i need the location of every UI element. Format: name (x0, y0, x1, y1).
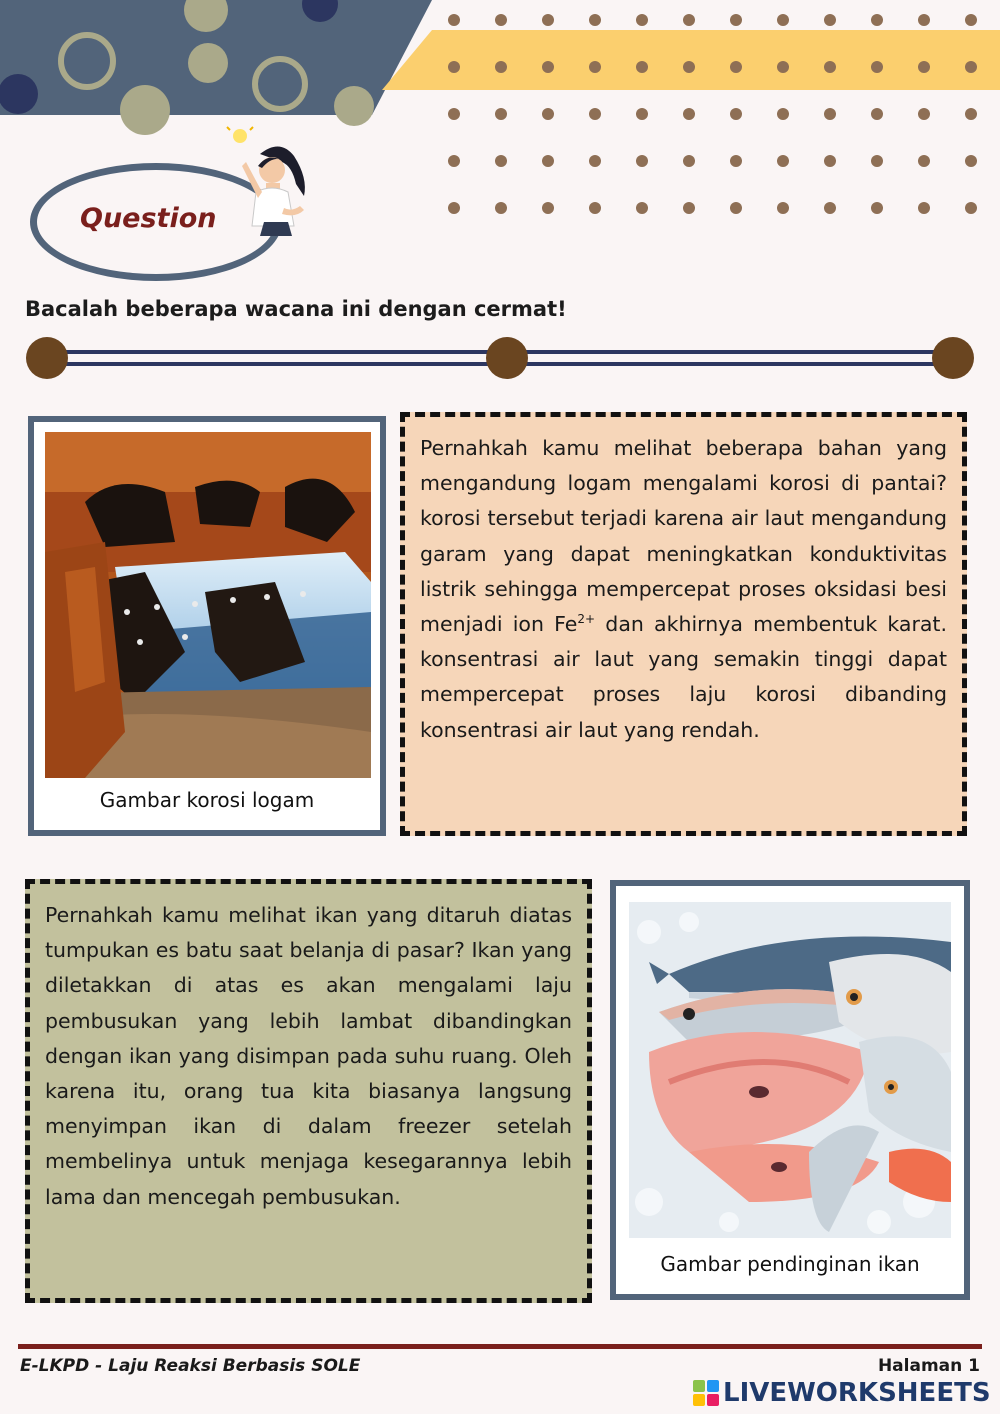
decor-dot (965, 14, 977, 26)
footer-title: E-LKPD - Laju Reaksi Berbasis SOLE (20, 1356, 361, 1376)
decor-dot (918, 202, 930, 214)
decor-dot (918, 14, 930, 26)
decor-dot (542, 202, 554, 214)
decor-dot (589, 155, 601, 167)
decor-dot (542, 61, 554, 73)
decor-dot (824, 14, 836, 26)
decor-dot (448, 61, 460, 73)
instruction-text: Bacalah beberapa wacana ini dengan cermat! (25, 297, 567, 321)
decor-dot (730, 14, 742, 26)
decor-dot (777, 108, 789, 120)
decor-dot (589, 14, 601, 26)
question-label: Question (80, 203, 217, 234)
decor-dot (777, 155, 789, 167)
decor-dot (683, 61, 695, 73)
decor-dot (542, 14, 554, 26)
decor-dot (636, 155, 648, 167)
fish-photo-card (610, 880, 970, 1300)
girl-idea-icon (222, 126, 312, 236)
decor-dot (448, 108, 460, 120)
decor-dot (871, 108, 883, 120)
decor-dot (683, 202, 695, 214)
decor-dot (495, 155, 507, 167)
decor-dot (824, 61, 836, 73)
decor-dot (871, 14, 883, 26)
liveworksheets-logo-icon (693, 1380, 719, 1406)
decor-dot (730, 61, 742, 73)
fish-paragraph: Pernahkah kamu melihat ikan yang ditaruh diatas tumpukan es batu saat belanja di pasar? Ikan yang diletakkan di atas es akan mengalami laju pembusukan yang lebih lambat dibandingkan dengan ikan yang disimpan pada suhu ruang. Oleh karena itu, orang tua kita biasanya langsung menyimpan ikan di dalam freezer setelah membelinya untuk menjaga kesegarannya lebih lama dan mencegah pembusukan. (45, 903, 572, 1209)
decor-dot (777, 202, 789, 214)
decor-dot (495, 108, 507, 120)
decor-dot (871, 202, 883, 214)
decor-dot (965, 61, 977, 73)
decor-dot (871, 61, 883, 73)
corrosion-caption: Gambar korosi logam (99, 788, 315, 812)
decor-dot (683, 108, 695, 120)
decor-dot (965, 202, 977, 214)
fish-on-ice-photo-icon (629, 902, 951, 1238)
decor-dot (777, 14, 789, 26)
decor-dot (918, 108, 930, 120)
decor-dot (777, 61, 789, 73)
decor-dot (542, 108, 554, 120)
decor-dot (448, 155, 460, 167)
decor-dot (448, 14, 460, 26)
decor-dot (636, 61, 648, 73)
decor-dot (871, 155, 883, 167)
section-divider (25, 336, 975, 380)
decor-dot (636, 202, 648, 214)
decor-dot (965, 108, 977, 120)
decor-dot (730, 155, 742, 167)
page-number: Halaman 1 (877, 1356, 980, 1376)
fish-caption: Gambar pendinginan ikan (660, 1252, 920, 1276)
decor-dot (918, 61, 930, 73)
decor-dot (495, 14, 507, 26)
decor-dot (636, 14, 648, 26)
decor-dot (824, 155, 836, 167)
liveworksheets-logo-text: LIVEWORKSHEETS (723, 1378, 991, 1408)
decor-dot (730, 202, 742, 214)
footer-rule (18, 1344, 982, 1349)
decor-dot (683, 14, 695, 26)
corrosion-text-box (400, 412, 967, 836)
decor-dot (824, 202, 836, 214)
decor-dot (918, 155, 930, 167)
decor-dot (824, 108, 836, 120)
decor-dot (636, 108, 648, 120)
decor-dot (730, 108, 742, 120)
corrosion-photo-card (28, 416, 386, 836)
corrosion-paragraph: Pernahkah kamu melihat beberapa bahan yang mengandung logam mengalami korosi di pantai? korosi tersebut terjadi karena air laut mengandung garam yang dapat meningkatkan konduktivitas listrik sehingga mempercepat proses oksidasi besi menjadi ion $Fe^{2+}$ dan akhirnya membentuk karat. konsentrasi air laut yang semakin tinggi dapat mempercepat proses laju korosi dibanding konsentrasi air laut yang rendah. (420, 436, 947, 742)
rusty-metal-photo-icon (45, 432, 371, 778)
fish-text-box (25, 879, 592, 1303)
decor-dot (589, 108, 601, 120)
decor-dot (965, 155, 977, 167)
liveworksheets-logo[interactable] (693, 1378, 991, 1408)
decor-dot (542, 155, 554, 167)
decor-dot (495, 61, 507, 73)
decor-dot (589, 61, 601, 73)
decor-dot (589, 202, 601, 214)
decor-dot (448, 202, 460, 214)
decor-dot (495, 202, 507, 214)
decor-dot (683, 155, 695, 167)
